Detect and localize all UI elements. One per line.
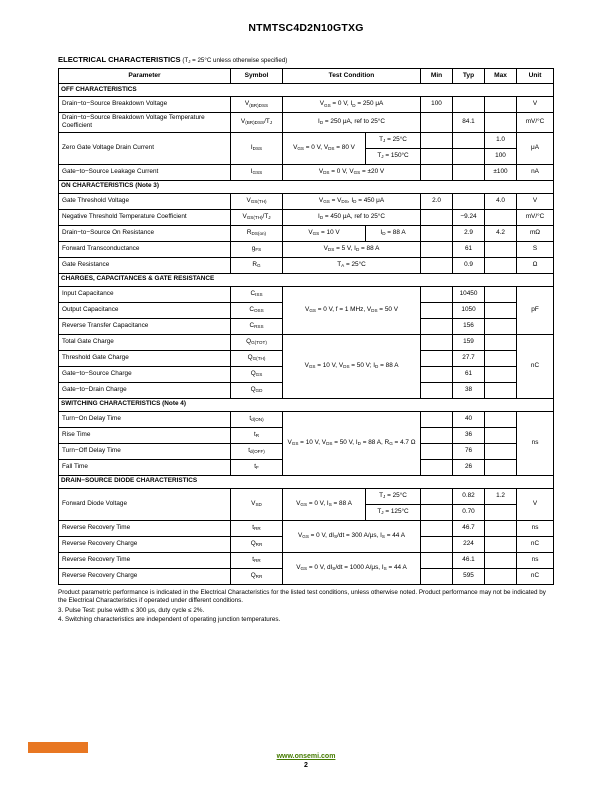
param-cell: Drain−to−Source On Resistance [59,225,231,241]
table-row [59,520,554,536]
min-cell [421,382,453,398]
typ-cell: 2.9 [453,225,485,241]
max-cell [485,366,517,382]
table-row [59,193,554,209]
symbol-cell: $t_{d(OFF)}$ [231,443,283,459]
table-row [59,334,554,350]
param-cell: Reverse Recovery Time [59,552,231,568]
symbol-cell: $Q_{RR}$ [231,568,283,584]
col-parameter: Parameter [59,69,231,84]
max-cell [485,318,517,334]
unit-cell: S [517,241,554,257]
max-cell [485,459,517,475]
cond-cell: $V_{DS} = 5$ V, $I_D = 88$ A [283,241,421,257]
table-row [59,164,554,180]
typ-cell [453,97,485,113]
min-cell [421,488,453,504]
min-cell [421,504,453,520]
max-cell [485,334,517,350]
min-cell [421,411,453,427]
param-cell: Output Capacitance [59,302,231,318]
max-cell: 1.2 [485,488,517,504]
min-cell [421,318,453,334]
symbol-cell: $V_{(BR)DSS}$ [231,97,283,113]
unit-cell: ns [517,520,554,536]
cond-sub-cell: $T_J = 150^\circ C$ [366,148,421,164]
typ-cell: 0.82 [453,488,485,504]
section-row [59,84,554,97]
cond-sub-cell: $T_J = 25^\circ C$ [366,132,421,148]
param-cell: Reverse Recovery Charge [59,568,231,584]
note-3: 3. Pulse Test: pulse width ≤ 300 μs, duty cycle ≤ 2%. [58,606,205,614]
param-cell: Drain−to−Source Breakdown Voltage Temperature Coefficient [59,113,231,133]
unit-cell: Ω [517,257,554,273]
max-cell [485,552,517,568]
unit-cell: mV/°C [517,113,554,133]
min-cell [421,427,453,443]
section-row [59,398,554,411]
symbol-cell: $C_{RSS}$ [231,318,283,334]
param-cell: Reverse Transfer Capacitance [59,318,231,334]
part-number-title: NTMTSC4D2N10GTXG [248,22,364,34]
max-cell [485,443,517,459]
min-cell [421,520,453,536]
typ-cell [453,164,485,180]
min-cell [421,568,453,584]
symbol-cell: $I_{DSS}$ [231,132,283,164]
max-cell: ±100 [485,164,517,180]
typ-cell: 26 [453,459,485,475]
section-off-characteristics: OFF CHARACTERISTICS [59,84,554,97]
col-typ: Typ [453,69,485,84]
typ-cell: 27.7 [453,350,485,366]
unit-cell: V [517,193,554,209]
table-row [59,97,554,113]
notes [58,589,555,625]
symbol-cell: $t_{RR}$ [231,520,283,536]
min-cell [421,350,453,366]
min-cell [421,302,453,318]
table-row [59,552,554,568]
max-cell [485,520,517,536]
section-row [59,273,554,286]
symbol-cell: $t_{RR}$ [231,552,283,568]
unit-cell: V [517,97,554,113]
symbol-cell: $C_{ISS}$ [231,286,283,302]
param-cell: Zero Gate Voltage Drain Current [59,132,231,164]
unit-cell: V [517,488,554,520]
symbol-cell: $C_{OSS}$ [231,302,283,318]
min-cell [421,366,453,382]
max-cell [485,382,517,398]
typ-cell: 10450 [453,286,485,302]
typ-cell: 156 [453,318,485,334]
typ-cell: 159 [453,334,485,350]
typ-cell: 84.1 [453,113,485,133]
param-cell: Gate Threshold Voltage [59,193,231,209]
cond-sub-cell: $T_J = 125^\circ C$ [366,504,421,520]
symbol-cell: $R_G$ [231,257,283,273]
min-cell [421,164,453,180]
symbol-cell: $Q_{G(TH)}$ [231,350,283,366]
param-cell: Reverse Recovery Time [59,520,231,536]
section-switching-characteristics: SWITCHING CHARACTERISTICS (Note 4) [59,398,554,411]
cond-sub-cell: $I_D = 88$ A [366,225,421,241]
table-row [59,257,554,273]
symbol-cell: $V_{GS(TH)}$ [231,193,283,209]
typ-cell [453,132,485,148]
cond-cell: $V_{GS} = 0$ V, $I_S = 88$ A [283,488,366,520]
symbol-cell: $V_{SD}$ [231,488,283,520]
unit-cell: nC [517,568,554,584]
unit-cell: nC [517,334,554,398]
min-cell [421,225,453,241]
symbol-cell: $R_{DS(on)}$ [231,225,283,241]
typ-cell: 61 [453,241,485,257]
col-max: Max [485,69,517,84]
cond-cell: $V_{GS} = 0$ V, $dI_S/dt = 300$ A/μs, $I_S = 44$ A [283,520,421,552]
symbol-cell: $Q_{RR}$ [231,536,283,552]
typ-cell: 224 [453,536,485,552]
typ-cell: 1050 [453,302,485,318]
max-cell: 100 [485,148,517,164]
footer-accent-bar [28,742,88,753]
min-cell [421,148,453,164]
param-cell: Fall Time [59,459,231,475]
max-cell: 4.0 [485,193,517,209]
col-unit: Unit [517,69,554,84]
table-row [59,113,554,133]
table-row [59,132,554,148]
symbol-cell: $t_{d(ON)}$ [231,411,283,427]
min-cell [421,257,453,273]
max-cell [485,113,517,133]
heading-qualifier: ($T_J = 25^\circ C$ unless otherwise specified) [180,57,288,65]
symbol-cell: $V_{(BR)DSS}/T_J$ [231,113,283,133]
min-cell [421,443,453,459]
page-number: 2 [304,762,308,769]
onsemi-link[interactable]: www.onsemi.com [276,753,336,760]
typ-cell [453,148,485,164]
min-cell: 2.0 [421,193,453,209]
symbol-cell: $I_{GSS}$ [231,164,283,180]
min-cell: 100 [421,97,453,113]
symbol-cell: $Q_{GS}$ [231,366,283,382]
max-cell [485,427,517,443]
table-row [59,411,554,427]
max-cell [485,302,517,318]
param-cell: Gate Resistance [59,257,231,273]
cond-cell: $I_D = 250$ μA, ref to 25°C [283,113,421,133]
unit-cell: nC [517,536,554,552]
cond-cell: $I_D = 450$ μA, ref to 25°C [283,209,421,225]
max-cell [485,286,517,302]
max-cell [485,568,517,584]
cond-cell: $V_{GS} = 0$ V, $V_{DS} = 80$ V [283,132,366,164]
param-cell: Forward Diode Voltage [59,488,231,520]
symbol-cell: $Q_{G(TOT)}$ [231,334,283,350]
param-cell: Forward Transconductance [59,241,231,257]
param-cell: Gate−to−Drain Charge [59,382,231,398]
typ-cell: 595 [453,568,485,584]
cond-cell: $V_{GS} = 10$ V, $V_{DS} = 50$ V; $I_D = 88$ A [283,334,421,398]
max-cell: 1.0 [485,132,517,148]
max-cell: 4.2 [485,225,517,241]
max-cell [485,350,517,366]
param-cell: Threshold Gate Charge [59,350,231,366]
cond-sub-cell: $T_J = 25^\circ C$ [366,488,421,504]
min-cell [421,536,453,552]
symbol-cell: $t_F$ [231,459,283,475]
symbol-cell: $g_{FS}$ [231,241,283,257]
typ-cell: 0.9 [453,257,485,273]
section-charges-capacitances: CHARGES, CAPACITANCES & GATE RESISTANCE [59,273,554,286]
param-cell: Total Gate Charge [59,334,231,350]
typ-cell: 36 [453,427,485,443]
param-cell: Gate−to−Source Leakage Current [59,164,231,180]
min-cell [421,552,453,568]
cond-cell: $V_{GS} = 10$ V [283,225,366,241]
cond-cell: $T_A = 25^\circ C$ [283,257,421,273]
param-cell: Gate−to−Source Charge [59,366,231,382]
table-row [59,209,554,225]
param-cell: Negative Threshold Temperature Coefficient [59,209,231,225]
min-cell [421,209,453,225]
typ-cell [453,193,485,209]
cond-cell: $V_{GS} = V_{DS}$, $I_D = 450$ μA [283,193,421,209]
table-row [59,286,554,302]
electrical-characteristics-heading [58,55,612,64]
param-cell: Turn−On Delay Time [59,411,231,427]
typ-cell: 46.7 [453,520,485,536]
unit-cell: mΩ [517,225,554,241]
min-cell [421,132,453,148]
col-test-condition: Test Condition [283,69,421,84]
max-cell [485,209,517,225]
min-cell [421,286,453,302]
param-cell: Drain−to−Source Breakdown Voltage [59,97,231,113]
min-cell [421,459,453,475]
typ-cell: 61 [453,366,485,382]
min-cell [421,241,453,257]
table-header-row [59,69,554,84]
note-paragraph: Product parametric performance is indicated in the Electrical Characteristics for the listed test conditions, unless otherwise noted. Product performance may not be indicated by the Electrical Characteristics if operated under different conditions. [58,588,546,605]
col-symbol: Symbol [231,69,283,84]
max-cell [485,504,517,520]
unit-cell: mV/°C [517,209,554,225]
typ-cell: 76 [453,443,485,459]
typ-cell: 38 [453,382,485,398]
min-cell [421,113,453,133]
max-cell [485,411,517,427]
max-cell [485,241,517,257]
section-on-characteristics: ON CHARACTERISTICS (Note 3) [59,180,554,193]
param-cell: Turn−Off Delay Time [59,443,231,459]
symbol-cell: $V_{GS(TH)}/T_J$ [231,209,283,225]
table-row [59,225,554,241]
section-diode-characteristics: DRAIN−SOURCE DIODE CHARACTERISTICS [59,475,554,488]
electrical-characteristics-table [58,68,554,585]
heading-label: ELECTRICAL CHARACTERISTICS [58,55,181,64]
table-row [59,241,554,257]
typ-cell: −9.24 [453,209,485,225]
cond-cell: $V_{DS} = 0$ V, $V_{GS} = \pm 20$ V [283,164,421,180]
param-cell: Reverse Recovery Charge [59,536,231,552]
typ-cell: 40 [453,411,485,427]
symbol-cell: $Q_{GD}$ [231,382,283,398]
max-cell [485,536,517,552]
param-cell: Input Capacitance [59,286,231,302]
max-cell [485,97,517,113]
cond-cell: $V_{GS} = 0$ V, $dI_S/dt = 1000$ A/μs, $I_S = 44$ A [283,552,421,584]
col-min: Min [421,69,453,84]
page-footer [0,738,612,778]
table-row [59,488,554,504]
unit-cell: nA [517,164,554,180]
section-row [59,180,554,193]
unit-cell: μA [517,132,554,164]
unit-cell: ns [517,552,554,568]
cond-cell: $V_{GS} = 0$ V, f = 1 MHz, $V_{DS} = 50$ V [283,286,421,334]
cond-cell: $V_{GS} = 10$ V, $V_{DS} = 50$ V, $I_D = 88$ A, $R_G = 4.7$ Ω [283,411,421,475]
typ-cell: 46.1 [453,552,485,568]
section-row [59,475,554,488]
min-cell [421,334,453,350]
max-cell [485,257,517,273]
param-cell: Rise Time [59,427,231,443]
symbol-cell: $t_R$ [231,427,283,443]
typ-cell: 0.70 [453,504,485,520]
unit-cell: pF [517,286,554,334]
unit-cell: ns [517,411,554,475]
note-4: 4. Switching characteristics are independent of operating junction temperatures. [58,616,281,624]
cond-cell: $V_{GS} = 0$ V, $I_D = 250$ μA [283,97,421,113]
